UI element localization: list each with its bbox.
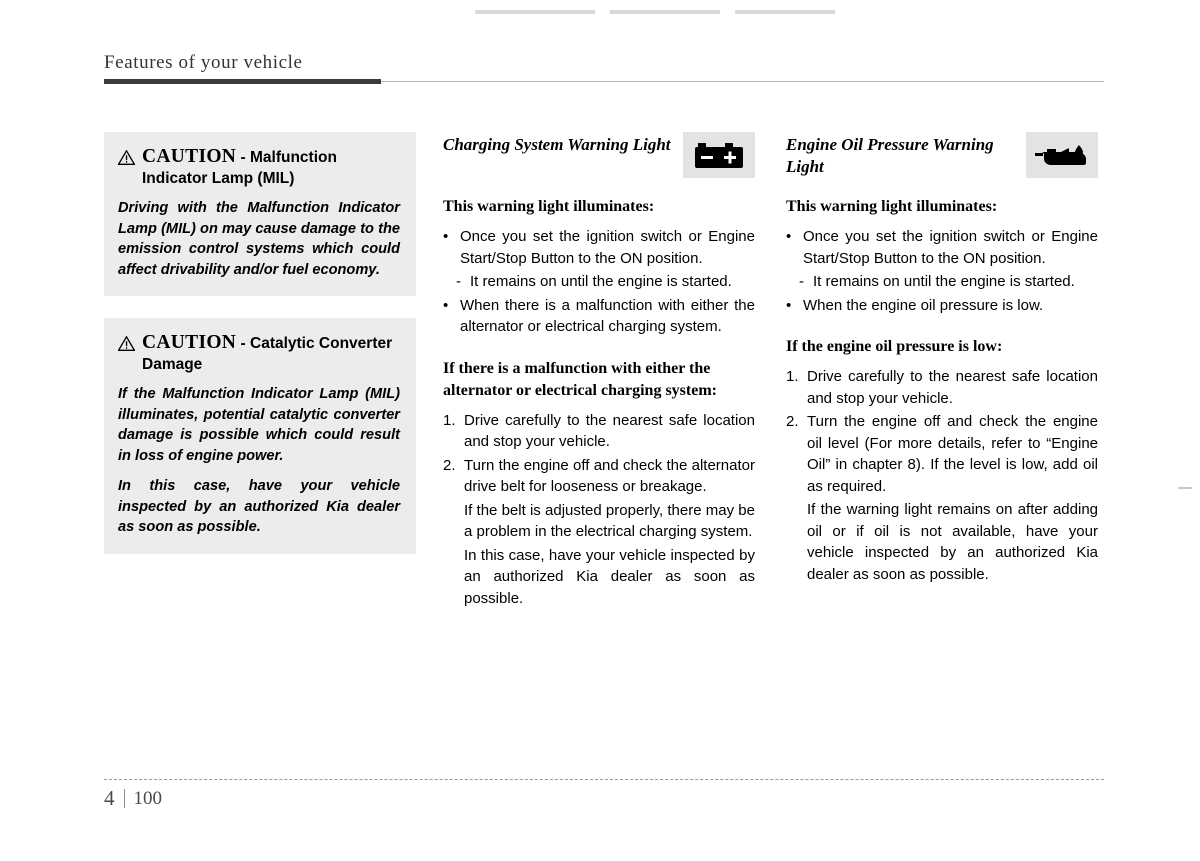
list-item xyxy=(786,411,1098,497)
body-paragraph: If the warning light remains on after adding oil or if oil is not available, have your vehicle inspected by an authorized Kia dealer as soon as possible. xyxy=(807,501,1098,583)
top-decoration-dash-2 xyxy=(610,10,720,14)
lead-text: This warning light illuminates: xyxy=(786,198,998,215)
section-header-engine-oil-pressure xyxy=(786,132,1098,178)
caution-header xyxy=(118,146,400,189)
list-item xyxy=(443,410,755,453)
footer-rule xyxy=(104,779,1104,780)
bullet-list xyxy=(443,226,755,338)
bullet-marker: • xyxy=(443,228,449,245)
edge-tick-mark xyxy=(1178,487,1192,489)
list-item-text: When there is a malfunction with either the alternator or electrical charging system. xyxy=(460,296,755,335)
caution-subtitle: Malfunction Indicator Lamp (MIL) xyxy=(142,149,337,187)
header-rule-accent xyxy=(104,79,381,84)
bullet-list xyxy=(786,226,1098,316)
number-marker: 1. xyxy=(443,411,456,429)
list-item-text: Turn the engine off and check the alternator drive belt for looseness or breakage. xyxy=(464,456,755,495)
list-item-text: It remains on until the engine is started. xyxy=(813,273,1075,290)
list-item-text: Turn the engine off and check the engine oil level (For more details, refer to “Engine Oil” in chapter 8). If the level is low, add oil as required. xyxy=(807,413,1098,495)
list-item-text: Once you set the ignition switch or Engine Start/Stop Button to the ON position. xyxy=(460,228,755,267)
footer-divider xyxy=(124,789,125,808)
list-item xyxy=(443,226,755,269)
body-paragraph: In this case, have your vehicle inspected by an authorized Kia dealer as soon as possible. xyxy=(464,546,755,607)
column-left xyxy=(104,132,416,576)
page-number: 100 xyxy=(133,787,162,809)
lead-text: This warning light illuminates: xyxy=(443,198,655,215)
page-footer xyxy=(104,786,162,811)
caution-paragraph: Driving with the Malfunction Indicator Lamp (MIL) on may cause damage to the emission control systems which could affect drivability and/or fuel economy. xyxy=(118,200,400,278)
number-marker: 2. xyxy=(786,413,799,430)
dash-marker: - xyxy=(799,273,804,290)
list-item xyxy=(786,366,1098,409)
chapter-number: 4 xyxy=(104,786,115,810)
body-paragraph: If the belt is adjusted properly, there may be a problem in the electrical charging system. xyxy=(464,501,755,540)
list-item xyxy=(786,295,1098,317)
list-item xyxy=(443,455,755,498)
section-title: Engine Oil Pressure Warning Light xyxy=(786,135,994,176)
number-marker: 1. xyxy=(786,368,799,385)
caution-subtitle: Catalytic Converter Damage xyxy=(142,335,393,373)
bullet-marker: • xyxy=(786,296,792,314)
caution-paragraph: In this case, have your vehicle inspected by an authorized Kia dealer as soon as possible. xyxy=(118,478,400,535)
caution-dash: - xyxy=(240,335,246,352)
page-title: Features of your vehicle xyxy=(104,52,303,73)
bullet-marker: • xyxy=(443,296,449,314)
numbered-list xyxy=(443,410,755,498)
list-item xyxy=(786,226,1098,269)
list-item xyxy=(443,271,755,293)
top-decoration-dash-1 xyxy=(475,10,595,14)
list-item-text: It remains on until the engine is started. xyxy=(470,273,732,290)
list-item-text: When the engine oil pressure is low. xyxy=(803,296,1044,314)
list-item xyxy=(786,271,1098,293)
lead-text: If the engine oil pressure is low: xyxy=(786,338,1003,355)
caution-word: CAUTION xyxy=(142,146,237,167)
top-decoration-dash-3 xyxy=(735,10,835,14)
caution-title xyxy=(142,146,400,189)
list-item-text: Once you set the ignition switch or Engine Start/Stop Button to the ON position. xyxy=(803,228,1098,267)
bullet-marker: • xyxy=(786,228,792,245)
page-header xyxy=(104,52,1104,80)
caution-box-mil xyxy=(104,132,416,296)
number-marker: 2. xyxy=(443,456,456,474)
list-item-text: Drive carefully to the nearest safe location and stop your vehicle. xyxy=(464,411,755,450)
numbered-list xyxy=(786,366,1098,497)
warning-triangle-icon xyxy=(118,336,135,356)
caution-dash: - xyxy=(240,149,246,166)
caution-word: CAUTION xyxy=(142,332,237,353)
oil-can-icon xyxy=(1026,132,1098,178)
caution-paragraph: If the Malfunction Indicator Lamp (MIL) illuminates, potential catalytic converter damage is possible which could result in loss of engine power. xyxy=(118,386,400,464)
battery-charging-icon xyxy=(683,132,755,178)
lead-text: If there is a malfunction with either the alternator or electrical charging system: xyxy=(443,359,717,399)
caution-header xyxy=(118,332,400,375)
section-title: Charging System Warning Light xyxy=(443,135,671,154)
dash-marker: - xyxy=(456,273,461,290)
list-item-text: Drive carefully to the nearest safe location and stop your vehicle. xyxy=(807,368,1098,407)
caution-box-catalytic xyxy=(104,318,416,554)
caution-title xyxy=(142,332,400,375)
list-item xyxy=(443,295,755,338)
column-right xyxy=(786,132,1098,587)
section-header-charging-system xyxy=(443,132,755,178)
column-middle xyxy=(443,132,755,611)
warning-triangle-icon xyxy=(118,150,135,170)
